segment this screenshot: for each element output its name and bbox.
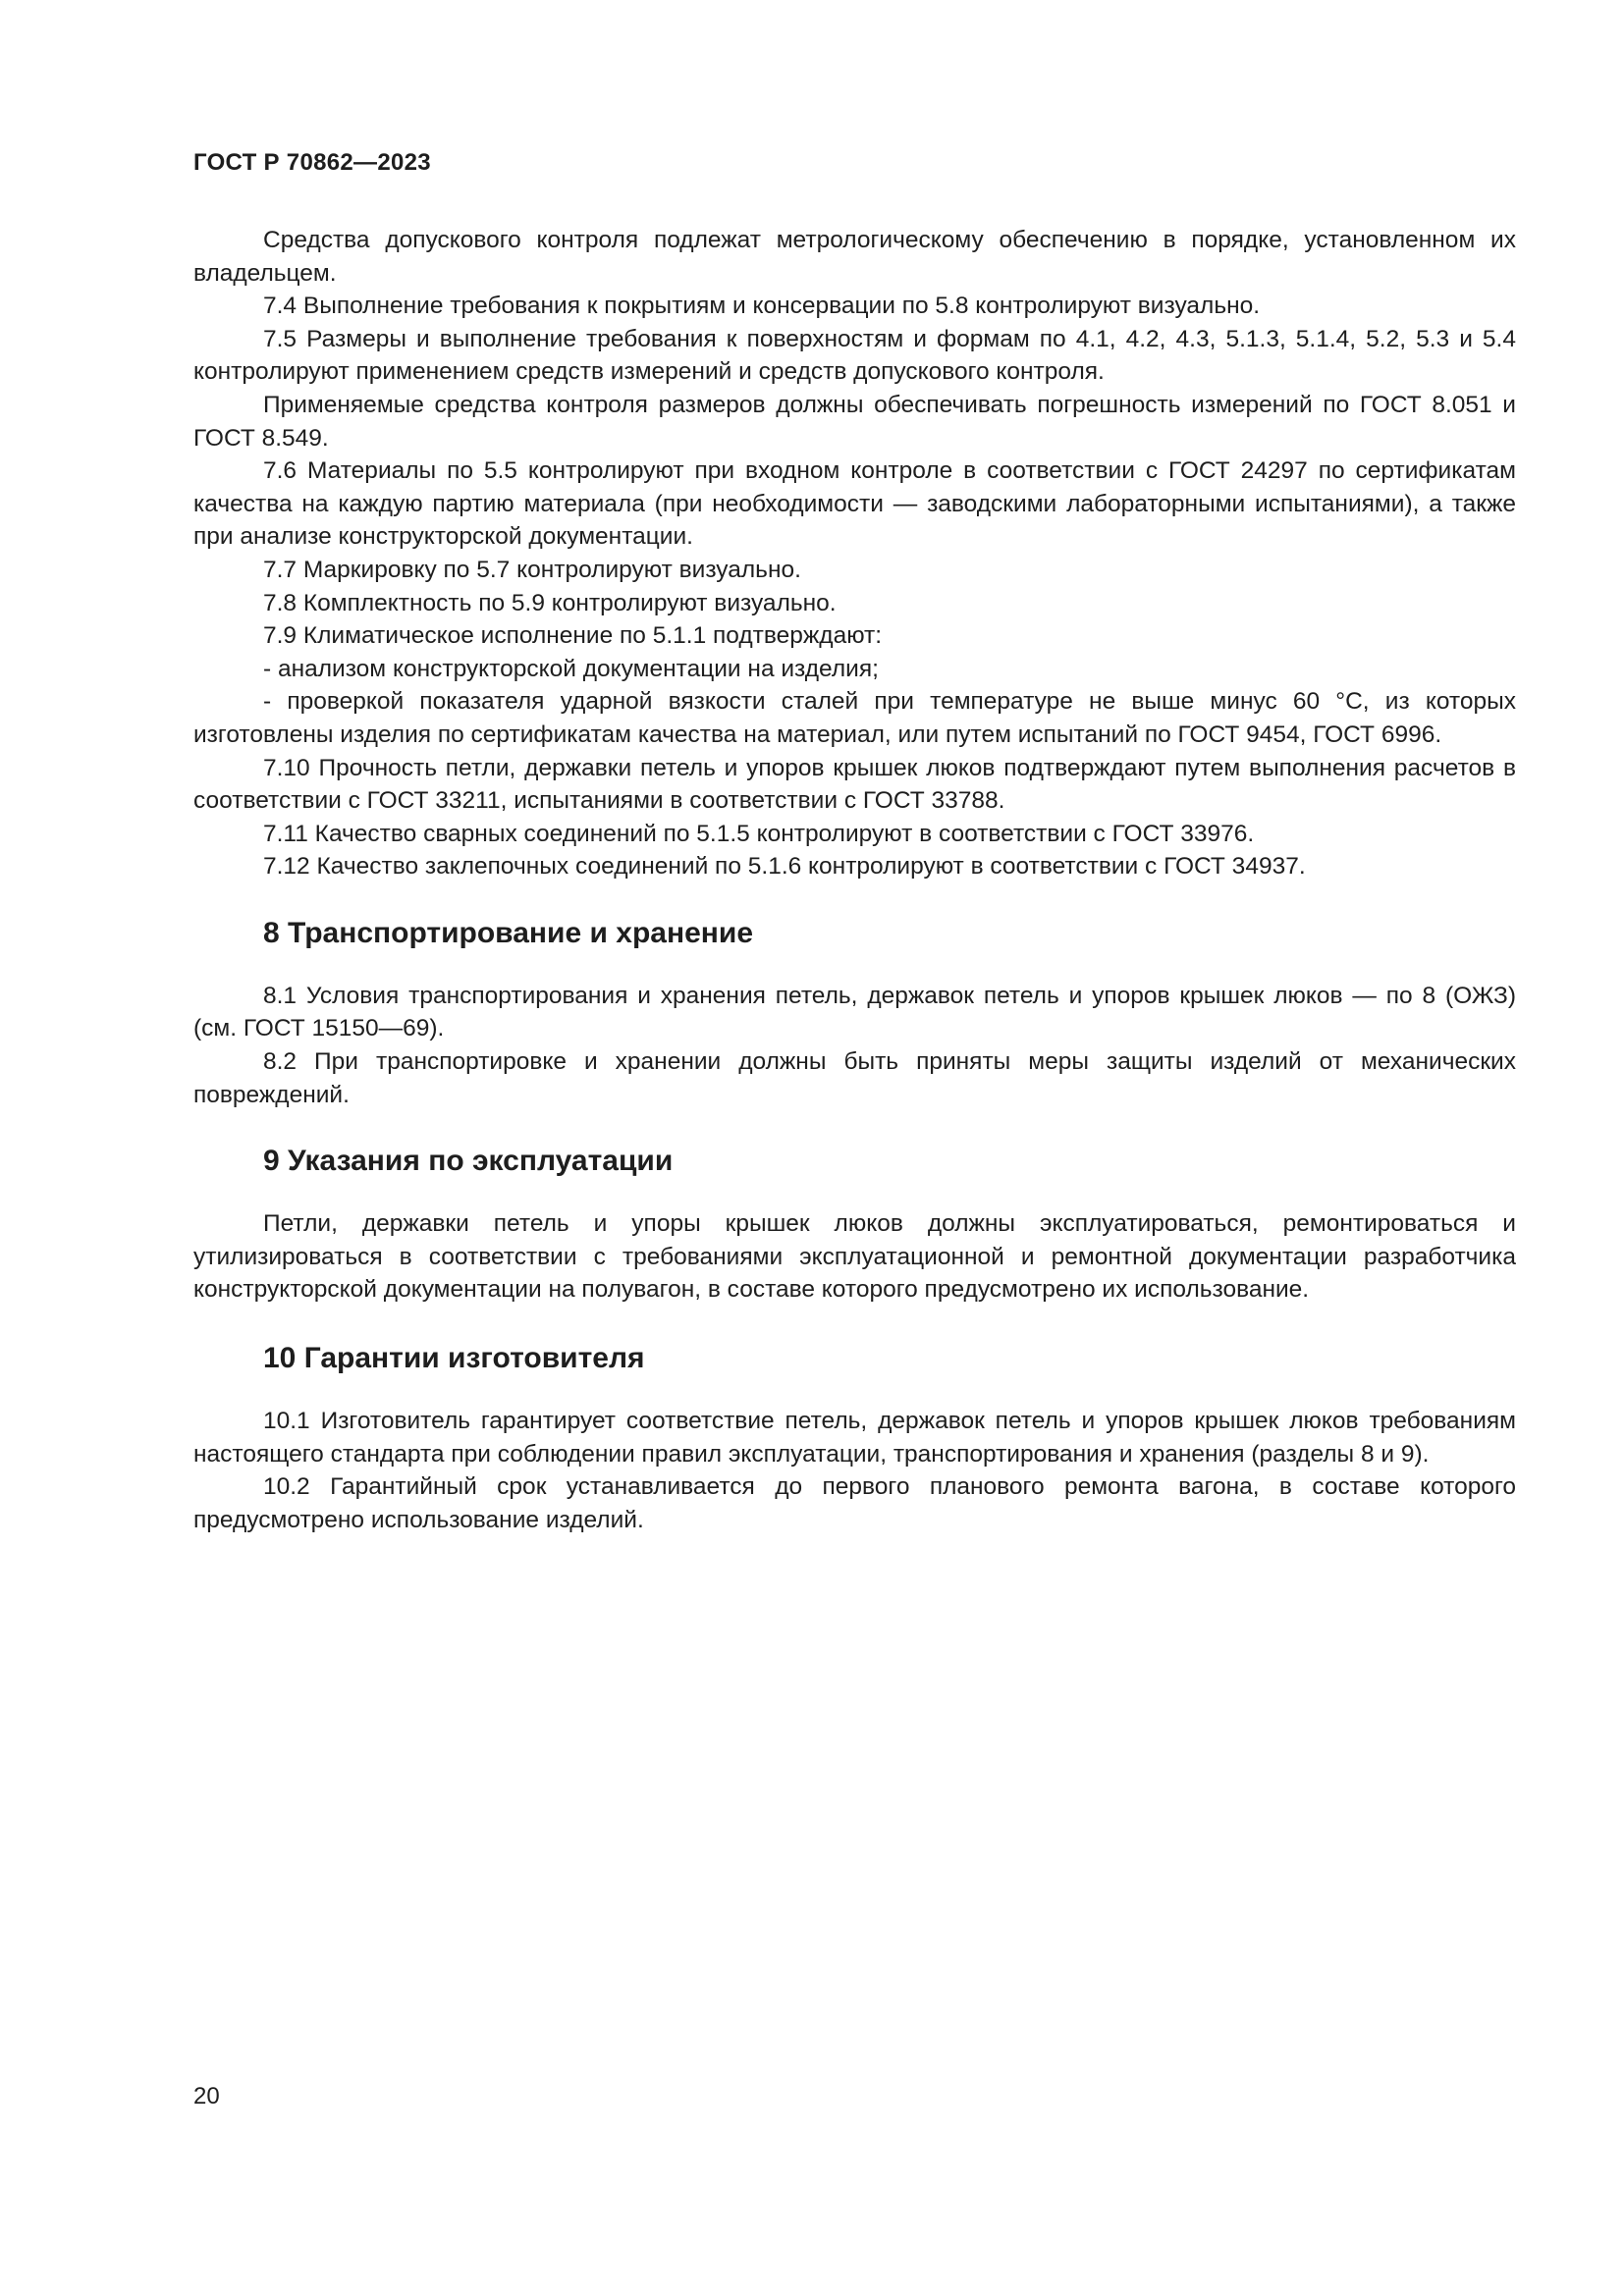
paragraph-7-7: 7.7 Маркировку по 5.7 контролируют визуально.: [263, 556, 801, 583]
paragraph-10-1: 10.1 Изготовитель гарантирует соответствие петель, державок петель и упоров крышек люков требованиям настоящего стандарта при соблюдении правил эксплуатации, транспортирования и хранения (разделы 8 и 9).: [193, 1408, 1516, 1468]
paragraph-7-5: 7.5 Размеры и выполнение требования к поверхностям и формам по 4.1, 4.2, 4.3, 5.1.3, 5.1.4, 5.2, 5.3 и 5.4 контролируют применением средств измерений и средств допускового контроля.: [193, 325, 1516, 386]
list-item-impact-test: - проверкой показателя ударной вязкости сталей при температуре не выше минус 60 °С, из которых изготовлены изделия по сертификатам качества на материал, или путем испытаний по ГОСТ 9454, ГОСТ 6996.: [193, 688, 1516, 748]
paragraph-8-1: 8.1 Условия транспортирования и хранения петель, державок петель и упоров крышек люков — по 8 (ОЖЗ) (см. ГОСТ 15150—69).: [193, 982, 1516, 1042]
document-body: [193, 224, 1516, 1536]
paragraph-10-2: 10.2 Гарантийный срок устанавливается до первого планового ремонта вагона, в составе которого предусмотрено использование изделий.: [193, 1473, 1516, 1533]
page-number: 20: [193, 2083, 220, 2109]
paragraph-7-12: 7.12 Качество заклепочных соединений по 5.1.6 контролируют в соответствии с ГОСТ 34937.: [263, 853, 1306, 881]
paragraph-metrology: Средства допускового контроля подлежат метрологическому обеспечению в порядке, установленном их владельцем.: [193, 227, 1516, 287]
paragraph-8-2: 8.2 При транспортировке и хранении должны быть приняты меры защиты изделий от механических повреждений.: [193, 1048, 1516, 1108]
paragraph-7-6: 7.6 Материалы по 5.5 контролируют при входном контроле в соответствии с ГОСТ 24297 по сертификатам качества на каждую партию материала (при необходимости — заводскими лабораторными испытаниями), а также при анализе конструкторской документации.: [193, 457, 1516, 551]
list-item-design-analysis: - анализом конструкторской документации на изделия;: [263, 655, 879, 682]
section-9-heading: 9 Указания по эксплуатации: [263, 1145, 674, 1178]
paragraph-7-8: 7.8 Комплектность по 5.9 контролируют визуально.: [263, 589, 837, 616]
document-header: ГОСТ Р 70862—2023: [193, 149, 431, 176]
paragraph-7-11: 7.11 Качество сварных соединений по 5.1.5 контролируют в соответствии с ГОСТ 33976.: [263, 820, 1255, 847]
paragraph-measurement-accuracy: Применяемые средства контроля размеров должны обеспечивать погрешность измерений по ГОСТ 8.051 и ГОСТ 8.549.: [193, 391, 1516, 452]
paragraph-9: Петли, державки петель и упоры крышек люков должны эксплуатироваться, ремонтироваться и утилизироваться в соответствии с требованиями эксплуатационной и ремонтной документации разработчика конструкторской документации на полувагон, в составе которого предусмотрено их использование.: [193, 1210, 1516, 1304]
section-8-heading: 8 Транспортирование и хранение: [263, 916, 754, 949]
paragraph-7-10: 7.10 Прочность петли, державки петель и упоров крышек люков подтверждают путем выполнения расчетов в соответствии с ГОСТ 33211, испытаниями в соответствии с ГОСТ 33788.: [193, 754, 1516, 815]
paragraph-7-4: 7.4 Выполнение требования к покрытиям и консервации по 5.8 контролируют визуально.: [263, 293, 1261, 320]
section-10-heading: 10 Гарантии изготовителя: [263, 1342, 645, 1375]
paragraph-7-9: 7.9 Климатическое исполнение по 5.1.1 подтверждают:: [263, 622, 883, 650]
